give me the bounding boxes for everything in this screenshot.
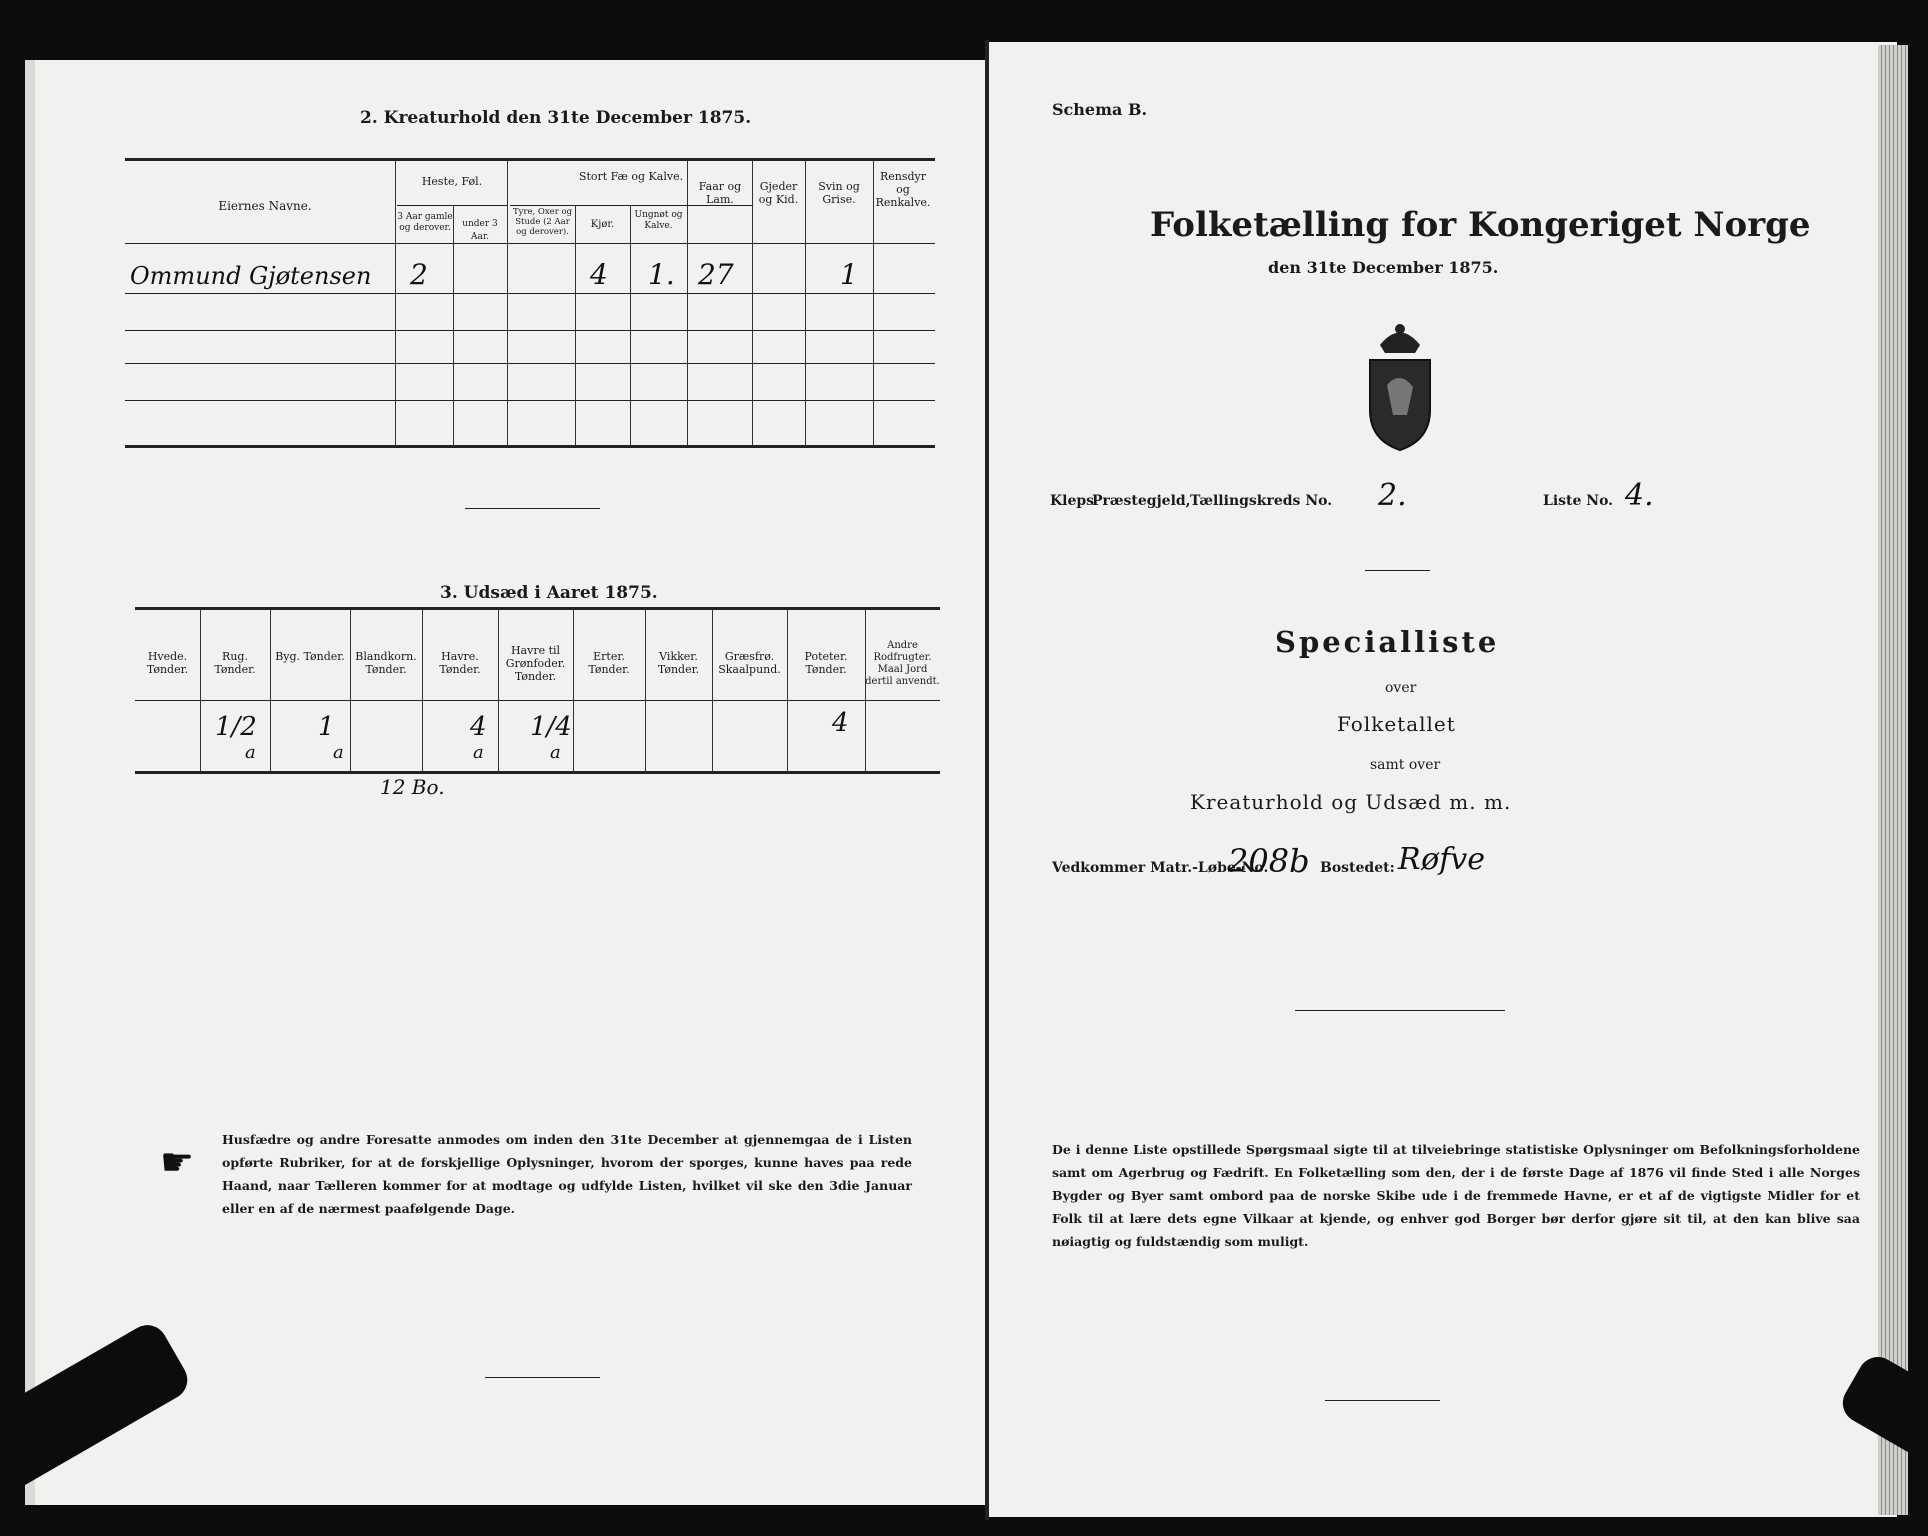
heste-header: Heste, Føl. — [421, 175, 483, 188]
table3-bottom-rule — [135, 771, 940, 774]
faar-header: Faar og Lam. — [698, 180, 742, 206]
section2-title: 2. Kreaturhold den 31te December 1875. — [360, 108, 752, 128]
owner-header: Eiernes Navne. — [218, 199, 312, 213]
folketallet-heading: Folketallet — [1337, 712, 1456, 736]
date-line: den 31te December 1875. — [1268, 258, 1499, 277]
rensdyr-header: Rensdyr og Renkalve. — [875, 170, 931, 209]
table2-top-rule — [125, 158, 935, 161]
list-number: 4. — [1625, 478, 1654, 513]
table2-bottom-rule — [125, 445, 935, 448]
kreaturhold-heading: Kreaturhold og Udsæd m. m. — [1190, 790, 1512, 814]
page-edges — [1878, 45, 1908, 1515]
intro-text: De i denne Liste opstillede Spørgsmaal sigte til at tilveiebringe statistiske Oplysninger om Befolkningsforholdene samt om Agerbrug og Fædrift. En Folketælling som den, der i de første Dage af 1876 vil finde Sted i alle Norges Bygder og Byer samt ombord paa de norske Skibe ude i de fremmede Havne, er et af de vigtigste Midler for et Folk til at lære dets egne Vilkaar at kjende, og enhver god Borger bør derfor gjøre sit til, at den kan blive saa nøiagtig og fuldstændig som muligt. — [1052, 1142, 1860, 1249]
stort-fae-header: Stort Fæ og Kalve. — [578, 170, 684, 183]
coat-of-arms-icon — [1355, 315, 1445, 455]
notice-text: Husfædre og andre Foresatte anmodes om inden den 31te December at gjennemgaa de i Listen opførte Rubriker, for at de forskjellige Oplysninger, hvorom der sporges, kunne haves paa rede Haand, naar Tælleren kommer for at modtage og udfylde Listen, hvilket vil ske den 3die Januar eller en af de nærmest paafølgende Dage. — [222, 1132, 912, 1216]
section3-title: 3. Udsæd i Aaret 1875. — [440, 583, 658, 603]
schema-label: Schema B. — [1052, 100, 1148, 119]
bostedet-value: Røfve — [1398, 842, 1486, 877]
book-spine — [985, 40, 989, 1520]
owner-name: Ommund Gjøtensen — [130, 262, 372, 290]
pointing-hand-icon: ☛ — [160, 1140, 195, 1184]
specialliste-heading: Specialliste — [1275, 625, 1500, 659]
svin-header: Svin og Grise. — [818, 180, 860, 206]
gjeder-header: Gjeder og Kid. — [758, 180, 799, 206]
district-number: 2. — [1378, 478, 1407, 513]
main-title: Folketælling for Kongeriget Norge — [1150, 205, 1811, 245]
matr-number: 208b — [1228, 842, 1310, 880]
table2-header-rule — [125, 243, 935, 244]
parish-name: Kleps — [1050, 493, 1095, 509]
table3-top-rule — [135, 607, 940, 610]
